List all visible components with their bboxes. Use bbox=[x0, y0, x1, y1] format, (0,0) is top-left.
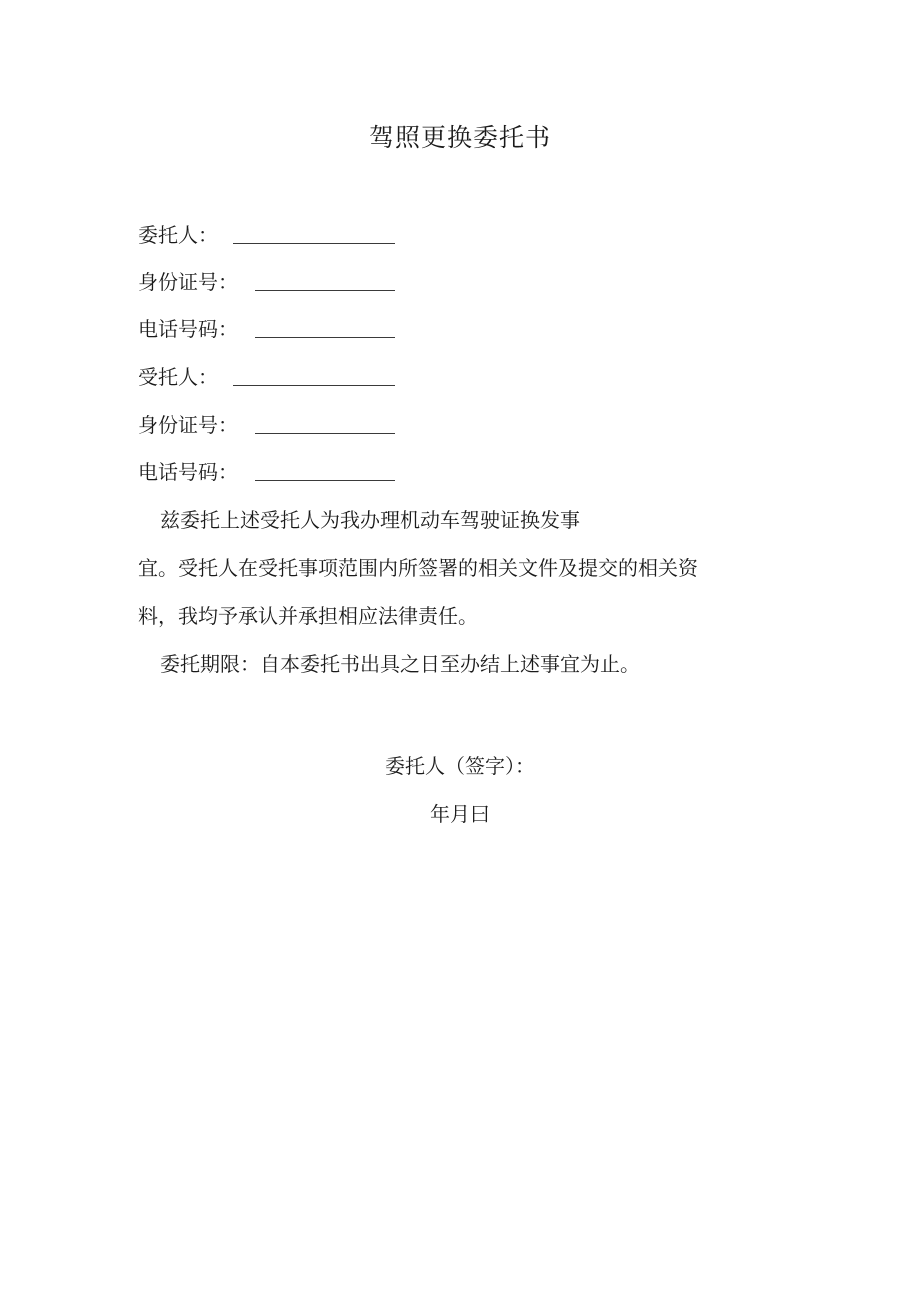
field-agent-id-blank bbox=[255, 433, 395, 434]
field-label: 委托人： bbox=[138, 223, 218, 247]
document-title: 驾照更换委托书 bbox=[368, 123, 551, 152]
field-principal-name bbox=[138, 218, 218, 252]
field-principal-name-blank bbox=[233, 243, 395, 244]
body-line-term: 委托期限：自本委托书出具之日至办结上述事宜为止。 bbox=[160, 652, 640, 676]
field-principal-phone-blank bbox=[255, 337, 395, 338]
field-agent-name bbox=[138, 360, 218, 394]
field-principal-id-blank bbox=[255, 290, 395, 291]
field-label: 受托人： bbox=[138, 365, 218, 389]
field-principal-phone bbox=[138, 312, 238, 346]
signature-date: 年月曰 bbox=[430, 802, 490, 826]
body-line-3: 料，我均予承认并承担相应法律责任。 bbox=[138, 604, 478, 628]
field-label: 身份证号： bbox=[138, 270, 238, 294]
signature-label: 委托人（签字）： bbox=[385, 754, 535, 778]
body-line-1: 兹委托上述受托人为我办理机动车驾驶证换发事 bbox=[160, 508, 580, 532]
field-agent-id bbox=[138, 408, 238, 442]
field-agent-name-blank bbox=[233, 385, 395, 386]
field-label: 身份证号： bbox=[138, 413, 238, 437]
field-label: 电话号码： bbox=[138, 317, 238, 341]
field-agent-phone bbox=[138, 455, 238, 489]
field-label: 电话号码： bbox=[138, 460, 238, 484]
field-principal-id bbox=[138, 265, 238, 299]
field-agent-phone-blank bbox=[255, 480, 395, 481]
body-line-2: 宜。受托人在受托事项范围内所签署的相关文件及提交的相关资 bbox=[138, 556, 698, 580]
